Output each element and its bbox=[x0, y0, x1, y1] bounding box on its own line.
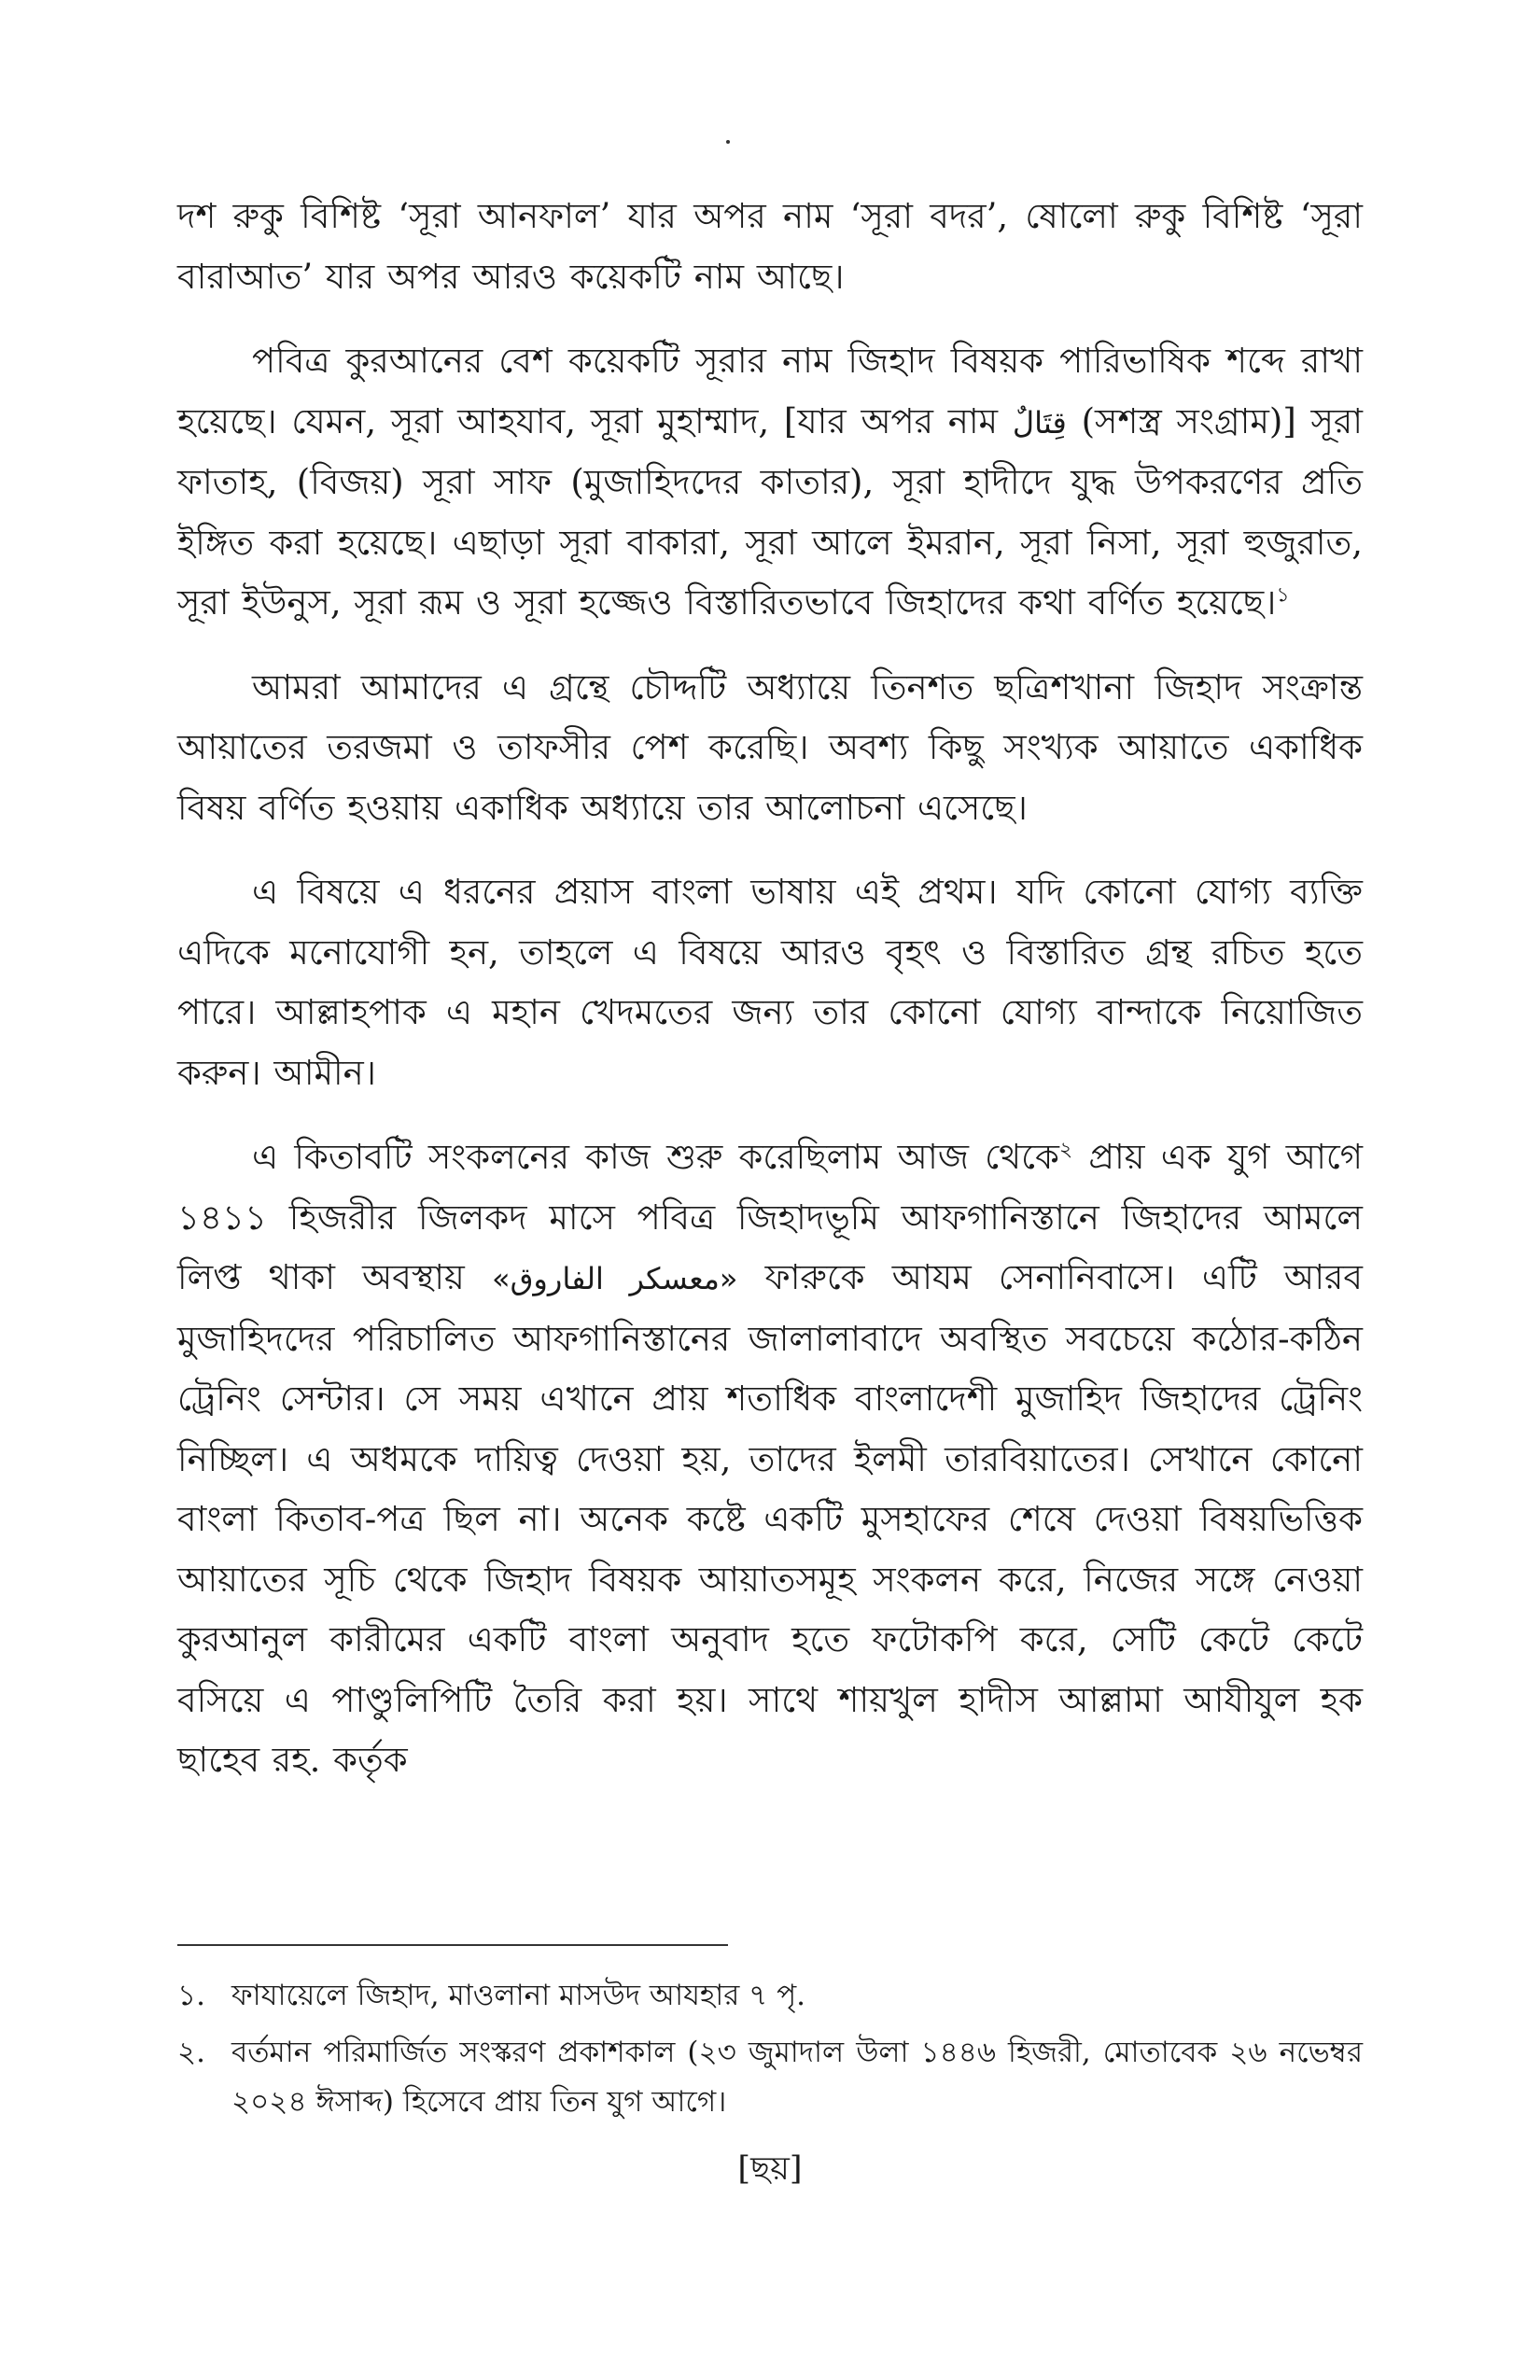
paragraph-5-part-2: প্রায় এক যুগ আগে ১৪১১ হিজরীর জিলকদ মাসে পবিত্র জিহাদভূমি আফগানিস্তানে জিহাদের আমলে লিপ্ত থাকা অবস্থায় bbox=[177, 1137, 1363, 1297]
footnote-marker-1: ১ bbox=[1276, 583, 1290, 608]
footnote-2 bbox=[177, 2028, 1363, 2127]
paragraph-5-part-3: ফারুকে আযম সেনানিবাসে। এটি আরব মুজাহিদদের পরিচালিত আফগানিস্তানের জালালাবাদে অবস্থিত সবচেয়ে কঠোর-কঠিন ট্রেনিং সেন্টার। সে সময় এখানে প্রায় শতাধিক বাংলাদেশী মুজাহিদ জিহাদের ট্রেনিং নিচ্ছিল। এ অধমকে দায়িত্ব দেওয়া হয়, তাদের ইলমী তারবিয়াতের। সেখানে কোনো বাংলা কিতাব-পত্র ছিল না। অনেক কষ্টে একটি মুসহাফের শেষে দেওয়া বিষয়ভিত্তিক আয়াতের সূচি থেকে জিহাদ বিষয়ক আয়াতসমূহ সংকলন করে, নিজের সঙ্গে নেওয়া কুরআনুল কারীমের একটি বাংলা অনুবাদ হতে ফটোকপি করে, সেটি কেটে কেটে বসিয়ে এ পাণ্ডুলিপিটি তৈরি করা হয়। সাথে শায়খুল হাদীস আল্লামা আযীযুল হক ছাহেব রহ. কর্তৃক bbox=[177, 1257, 1364, 1780]
footnote-1 bbox=[177, 1971, 1363, 2021]
paragraph-5-part-1: এ কিতাবটি সংকলনের কাজ শুরু করেছিলাম আজ থেকে bbox=[252, 1137, 1059, 1177]
footnote-2-text: বর্তমান পরিমার্জিত সংস্করণ প্রকাশকাল (২৩ জুমাদাল উলা ১৪৪৬ হিজরী, মোতাবেক ২৬ নভেম্বর ২০২৪ ঈসাব্দ) হিসেবে প্রায় তিন যুগ আগে। bbox=[231, 2036, 1363, 2119]
paragraph-1: দশ রুকু বিশিষ্ট ‘সূরা আনফাল’ যার অপর নাম ‘সূরা বদর’, ষোলো রুকু বিশিষ্ট ‘সূরা বারাআত’ যার অপর আরও কয়েকটি নাম আছে। bbox=[177, 196, 1363, 297]
paragraph-3: আমরা আমাদের এ গ্রন্থে চৌদ্দটি অধ্যায়ে তিনশত ছত্রিশখানা জিহাদ সংক্রান্ত আয়াতের তরজমা ও তাফসীর পেশ করেছি। অবশ্য কিছু সংখ্যক আয়াতে একাধিক বিষয় বর্ণিত হওয়ায় একাধিক অধ্যায়ে তার আলোচনা এসেছে। bbox=[177, 666, 1363, 828]
footnote-divider bbox=[177, 1944, 728, 1946]
footnote-2-number: ২. bbox=[177, 2036, 206, 2069]
footnote-marker-2: ২ bbox=[1058, 1138, 1073, 1162]
arabic-qital: قِتَالٌ bbox=[1012, 404, 1067, 441]
paragraph-5 bbox=[177, 1127, 1363, 1791]
paragraph-2-part-2: (সশস্ত্র সংগ্রাম)] সূরা ফাতাহ, (বিজয়) সূরা সাফ (মুজাহিদদের কাতার), সূরা হাদীদে যুদ্ধ উপকরণের প্রতি ইঙ্গিত করা হয়েছে। এছাড়া সূরা বাকারা, সূরা আলে ইমরান, সূরা নিসা, সূরা হুজুরাত, সূরা ইউনুস, সূরা রূম ও সূরা হজ্জেও বিস্তারিতভাবে জিহাদের কথা বর্ণিত হয়েছে। bbox=[177, 400, 1364, 623]
footnote-1-text: ফাযায়েলে জিহাদ, মাওলানা মাসউদ আযহার ৭ পৃ. bbox=[231, 1979, 806, 2012]
footnotes bbox=[177, 1971, 1363, 2135]
book-page bbox=[177, 140, 1363, 2287]
paragraph-2 bbox=[177, 331, 1363, 634]
paragraph-4: এ বিষয়ে এ ধরনের প্রয়াস বাংলা ভাষায় এই প্রথম। যদি কোনো যোগ্য ব্যক্তি এদিকে মনোযোগী হন, তাহলে এ বিষয়ে আরও বৃহৎ ও বিস্তারিত গ্রন্থ রচিত হতে পারে। আল্লাহপাক এ মহান খেদমতের জন্য তার কোনো যোগ্য বান্দাকে নিয়োজিত করুন। আমীন। bbox=[177, 872, 1363, 1093]
body-text bbox=[177, 187, 1363, 1815]
footnote-1-number: ১. bbox=[177, 1979, 205, 2012]
paragraph-2-part-1: পবিত্র কুরআনের বেশ কয়েকটি সূরার নাম জিহাদ বিষয়ক পারিভাষিক শব্দে রাখা হয়েছে। যেমন, সূরা আহযাব, সূরা মুহাম্মাদ, [যার অপর নাম bbox=[177, 341, 1363, 441]
page-top-mark bbox=[726, 140, 730, 144]
arabic-camp-name: «معسكر الفاروق» bbox=[492, 1261, 738, 1296]
page-number: [ছয়] bbox=[737, 2150, 803, 2188]
